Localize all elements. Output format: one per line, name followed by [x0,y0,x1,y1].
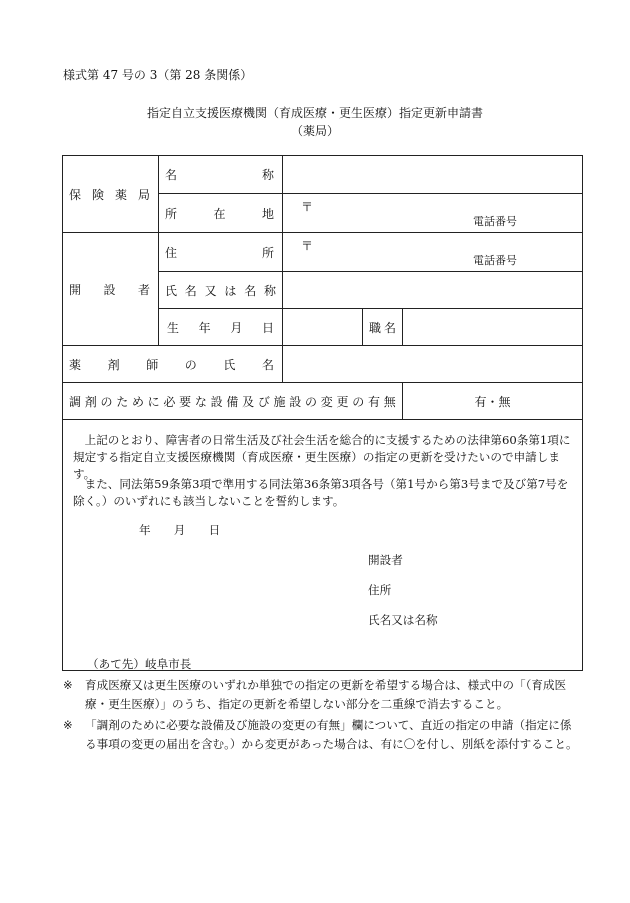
label-char: 及 [242,394,255,409]
label-char: 険 [91,187,104,202]
label-char: 称 [263,283,276,298]
note-2 [63,716,578,754]
label-char: 薬 [114,187,127,202]
label-char: な [194,394,207,409]
founder-address-field[interactable] [283,233,583,272]
label-char: 調 [69,394,82,409]
label-char: 剤 [107,357,120,372]
document-title: 指定自立支援医療機関（育成医療・更生医療）指定更新申請書 [146,106,483,120]
label-char: に [147,394,160,409]
label-char: 名 [244,283,257,298]
label-char: 薬 [69,357,82,372]
pharmacist-name-field[interactable] [283,346,583,383]
label-char: の [305,394,318,409]
label-char: 名 [165,168,178,182]
label-char: 設 [210,394,223,409]
document-subtitle: （薬局） [290,124,339,138]
label-char: 局 [137,187,150,202]
facility-change-value[interactable]: 有・無 [403,383,583,420]
label-char: 名 [383,320,396,335]
pharmacy-name-label-cell [159,156,283,194]
note-1 [63,676,578,714]
label-char: 要 [179,394,192,409]
application-date: 年 月 日 [139,523,221,537]
pharmacist-label-cell [63,346,283,383]
founder-address-label [159,244,282,261]
label-char: は [224,283,237,298]
addressee: （あて先）岐阜市長 [87,657,192,671]
label-char: 所 [165,206,178,221]
note-mark: ※ [63,678,73,692]
job-label [363,319,402,336]
label-char: 開 [69,282,82,297]
pharmacy-group-label [63,186,158,203]
label-char: 氏 [165,283,178,298]
label-char: 更 [336,394,349,409]
note-mark: ※ [63,718,73,732]
label-char: 地 [261,206,274,221]
label-char: 所 [261,245,274,260]
notes-section [63,676,578,754]
label-char: 在 [213,206,226,221]
label-char: 剤 [84,394,97,409]
label-char: 又 [204,283,217,298]
pharmacist-label [63,356,282,373]
label-char: 無 [383,394,396,409]
label-char: 備 [226,394,239,409]
label-char: び [257,394,270,409]
label-char: 名 [184,283,197,298]
birthdate-label [159,319,282,336]
label-char: 名 [261,357,274,372]
label-char: の [352,394,365,409]
founder-address-label-cell [159,233,283,272]
founder-group-label [63,281,158,298]
label-char: め [131,394,144,409]
label-char: 氏 [223,357,236,372]
label-char: 保 [69,187,82,202]
declaration-paragraph-1: 上記のとおり、障害者の日常生活及び社会生活を総合的に支援するための法律第60条第1項に規定する指定自立支援医療機関（育成医療・更生医療）の指定の更新を受けたいので申請します。 [73,433,571,481]
job-label-cell [363,309,403,346]
founder-name-field[interactable] [283,272,583,309]
founder-name-label [159,282,282,299]
postal-mark: 〒 [301,200,314,214]
note-2-text: 「調剤のために必要な設備及び施設の変更の有無」欄について、直近の指定の申請（指定に係る事項の変更の届出を含む。）から変更があった場合は、有に〇を付し、別紙を添付すること。 [85,718,578,751]
label-char: 有 [367,394,380,409]
applicant-label: 開設者 [368,553,403,567]
label-char: 住 [165,245,178,260]
facility-change-label [63,393,402,410]
birthdate-field[interactable] [283,309,363,346]
founder-group-cell [63,233,159,346]
pharmacy-address-label-cell [159,194,283,233]
label-char: 変 [320,394,333,409]
applicant-address-label: 住所 [368,583,392,597]
form-number: 様式第 47 号の 3（第 28 条関係） [63,68,253,82]
label-char: た [116,394,129,409]
pharmacy-address-field[interactable] [283,194,583,233]
label-char: 者 [137,282,150,297]
pharmacy-group-cell [63,156,159,233]
label-char: の [100,394,113,409]
label-char: 月 [230,320,243,335]
note-1-text: 育成医療又は更生医療のいずれか単独での指定の更新を希望する場合は、様式中の「（育成医療・更生医療）」のうち、指定の更新を希望しない部分を二重線で消去すること。 [85,678,567,711]
postal-mark: 〒 [301,239,314,253]
label-char: 職 [369,320,382,335]
birthdate-label-cell [159,309,283,346]
facility-change-label-cell [63,383,403,420]
pharmacy-address-label [159,205,282,222]
declaration-box [62,416,583,671]
pharmacy-name-field[interactable] [283,156,583,194]
founder-name-label-cell [159,272,283,309]
label-char: 日 [261,320,274,335]
label-char: 設 [103,282,116,297]
label-char: 設 [289,394,302,409]
label-char: 年 [198,320,211,335]
label-char: 必 [163,394,176,409]
phone-label: 電話番号 [473,254,517,267]
label-char: 師 [146,357,159,372]
phone-label: 電話番号 [473,215,517,228]
label-char: の [184,357,197,372]
job-field[interactable] [403,309,583,346]
declaration-paragraph-2: また、同法第59条第3項で準用する同法第36条第3項各号（第1号から第3号まで及び第7号を除く。）のいずれにも該当しないことを誓約します。 [73,477,569,508]
application-table [62,155,583,420]
label-char: 生 [167,320,180,335]
label-char: 称 [261,168,274,182]
applicant-name-label: 氏名又は名称 [368,613,438,627]
label-char: 施 [273,394,286,409]
pharmacy-name-label [159,166,282,183]
